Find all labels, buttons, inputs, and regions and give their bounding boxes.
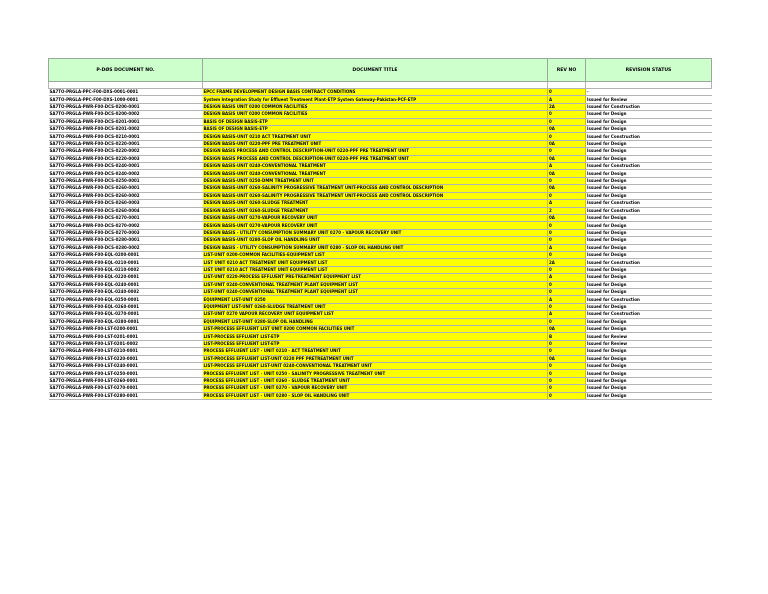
header-document-title: DOCUMENT TITLE — [203, 59, 548, 82]
table-row[interactable] — [49, 229, 712, 236]
spacer-cell — [548, 82, 586, 89]
document-title-cell[interactable]: DESIGN BASIS-UNIT 0260-SALINITY PROGRESSIVE TREATMENT UNIT-PROCESS AND CONTROL DESCRIPTION — [203, 192, 548, 199]
document-title-cell[interactable]: DESIGN BASIS-UNIT 0270-VAPOUR RECOVERY UNIT — [203, 214, 548, 221]
doc-no-cell[interactable]: SA7TO-PRGLA-PWR-F00-EQL-0210-0002 — [49, 266, 203, 273]
table-row[interactable] — [49, 392, 712, 399]
table-row[interactable] — [49, 348, 712, 355]
rev-no-cell[interactable]: B — [548, 333, 586, 340]
revision-status-cell[interactable]: Issued for Design — [586, 281, 712, 288]
rev-no-cell[interactable]: 0 — [548, 281, 586, 288]
table-body — [49, 82, 712, 400]
doc-no-cell[interactable]: SA7TO-PRGLA-PWR-F00-EQL-0200-0001 — [49, 251, 203, 258]
revision-status-cell[interactable]: Issued for Design — [586, 222, 712, 229]
rev-no-cell[interactable]: 2A — [548, 103, 586, 110]
doc-no-cell[interactable]: SA7TO-PRGLA-PWR-F00-EQL-0220-0001 — [49, 274, 203, 281]
rev-no-cell[interactable]: 0 — [548, 348, 586, 355]
table-row[interactable] — [49, 355, 712, 362]
table-row[interactable] — [49, 303, 712, 310]
spacer-cell — [586, 82, 712, 89]
revision-status-cell[interactable]: Issued for Construction — [586, 311, 712, 318]
doc-no-cell[interactable]: SA7TO-PRGLA-PWR-F00-LST-0240-0001 — [49, 363, 203, 370]
doc-no-cell[interactable]: SA7TO-PRGLA-PWR-F00-DCS-0280-0002 — [49, 244, 203, 251]
doc-no-cell[interactable]: SA7TO-PRGLA-PWR-F00-DCS-0220-0002 — [49, 148, 203, 155]
document-title-cell[interactable]: LIST-PROCESS EFFLUENT LIST-ETP — [203, 340, 548, 347]
revision-status-cell[interactable]: Issued for Design — [586, 155, 712, 162]
revision-status-cell[interactable]: Issued for Design — [586, 118, 712, 125]
rev-no-cell[interactable]: 0 — [548, 89, 586, 96]
revision-status-cell[interactable]: Issued for Construction — [586, 200, 712, 207]
doc-no-cell[interactable]: SA7TO-PRGLA-PWR-F00-EQL-0270-0001 — [49, 311, 203, 318]
document-title-cell[interactable]: DESIGN BASIS-UNIT 0260-SLUDGE TREATMENT — [203, 200, 548, 207]
doc-no-cell[interactable]: SA7TO-PRGLA-PWR-F00-LST-0250-0001 — [49, 370, 203, 377]
doc-no-cell[interactable]: SA7TO-PRGLA-PWR-F00-DCS-0201-0001 — [49, 118, 203, 125]
document-title-cell[interactable]: DESIGN BASIS - UTILITY CONSUMPTION SUMMARY UNIT 0280 - SLOP OIL HANDLING UNIT — [203, 244, 548, 251]
doc-no-cell[interactable]: SA7TO-PRGLA-PWR-F00-LST-0260-0001 — [49, 377, 203, 384]
doc-no-cell[interactable]: SA7TO-PRGLA-PWR-F00-DCS-0220-0003 — [49, 155, 203, 162]
rev-no-cell[interactable]: 0 — [548, 133, 586, 140]
doc-no-cell[interactable]: SA7TO-PRGLA-PWR-F00-LST-0200-0001 — [49, 326, 203, 333]
doc-no-cell[interactable]: SA7TO-PRGLA-PPC-F00-DXS-1000-0001 — [49, 96, 203, 103]
revision-status-cell[interactable]: Issued for Construction — [586, 163, 712, 170]
doc-no-cell[interactable]: SA7TO-PRGLA-PWR-F00-LST-0270-0001 — [49, 385, 203, 392]
document-title-cell[interactable]: DESIGN BASIS UNIT 0200 COMMON FACILITIES — [203, 103, 548, 110]
rev-no-cell[interactable]: 0A — [548, 155, 586, 162]
document-title-cell[interactable]: LIST-PROCESS EFFLUENT LIST-ETP — [203, 333, 548, 340]
table-row[interactable] — [49, 140, 712, 147]
doc-no-cell[interactable]: SA7TO-PRGLA-PWR-F00-DCS-0240-0001 — [49, 163, 203, 170]
revision-status-cell[interactable]: Issued for Design — [586, 111, 712, 118]
revision-status-cell[interactable]: Issued for Design — [586, 385, 712, 392]
revision-status-cell[interactable]: Issued for Design — [586, 363, 712, 370]
table-row[interactable] — [49, 385, 712, 392]
rev-no-cell[interactable]: 0 — [548, 303, 586, 310]
table-row[interactable] — [49, 259, 712, 266]
revision-status-cell[interactable]: Issued for Design — [586, 244, 712, 251]
doc-no-cell[interactable]: SA7TO-PRGLA-PWR-F00-LST-0201-0002 — [49, 340, 203, 347]
doc-no-cell[interactable]: SA7TO-PRGLA-PWR-F00-DCS-0270-0003 — [49, 229, 203, 236]
rev-no-cell[interactable]: 0A — [548, 185, 586, 192]
document-title-cell[interactable]: EQUIPMENT LIST-UNIT 0260-SLUDGE TREATMENT UNIT — [203, 303, 548, 310]
revision-status-cell[interactable]: Issued for Design — [586, 370, 712, 377]
document-title-cell[interactable]: DESIGN BASIS-UNIT 0280-SLOP OIL HANDLING UNIT — [203, 237, 548, 244]
rev-no-cell[interactable]: A — [548, 296, 586, 303]
rev-no-cell[interactable]: 0A — [548, 214, 586, 221]
table-row[interactable] — [49, 177, 712, 184]
document-title-cell[interactable]: DESIGN BASIS-UNIT 0250-DMM TREATMENT UNIT — [203, 177, 548, 184]
document-title-cell[interactable]: DESIGN BASIS-UNIT 0240-CONVENTIONAL TREATMENT — [203, 170, 548, 177]
rev-no-cell[interactable]: 0 — [548, 118, 586, 125]
revision-status-cell[interactable]: Issued for Design — [586, 214, 712, 221]
doc-no-cell[interactable]: SA7TO-PRGLA-PWR-F00-DCS-0260-0003 — [49, 200, 203, 207]
rev-no-cell[interactable]: 0 — [548, 370, 586, 377]
revision-status-cell[interactable]: Issued for Design — [586, 348, 712, 355]
doc-no-cell[interactable]: SA7TO-PRGLA-PWR-F00-DCS-0200-0002 — [49, 111, 203, 118]
table-row[interactable] — [49, 214, 712, 221]
document-title-cell[interactable]: DESIGN BASIS-UNIT 0240-CONVENTIONAL TREATMENT — [203, 163, 548, 170]
rev-no-cell[interactable]: 0 — [548, 192, 586, 199]
table-row[interactable] — [49, 266, 712, 273]
table-row[interactable] — [49, 363, 712, 370]
document-title-cell[interactable]: LIST-UNIT 0240-CONVENTIONAL TREATMENT PLANT EQUIPMENT LIST — [203, 288, 548, 295]
document-title-cell[interactable]: EQUIPMENT LIST-UNIT 0250 — [203, 296, 548, 303]
doc-no-cell[interactable]: SA7TO-PRGLA-PWR-F00-DCS-0270-0002 — [49, 222, 203, 229]
document-title-cell[interactable]: System Integration Study for Effluent Treatment Plant-ETP System Gateway-Pakistan-PCF-ETP — [203, 96, 548, 103]
table-row[interactable] — [49, 185, 712, 192]
document-title-cell[interactable]: PROCESS EFFLUENT LIST - UNIT 0270 - VAPOUR RECOVERY UNIT — [203, 385, 548, 392]
table-row[interactable] — [49, 163, 712, 170]
revision-status-cell[interactable]: Issued for Construction — [586, 103, 712, 110]
document-title-cell[interactable]: DESIGN BASIS PROCESS AND CONTROL DESCRIPTION-UNIT 0220-PPF PRE TREATMENT UNIT — [203, 155, 548, 162]
document-title-cell[interactable]: LIST UNIT 0210 ACT TREATMENT UNIT EQUIPMENT LIST — [203, 266, 548, 273]
document-title-cell[interactable]: DESIGN BASIS-UNIT 0210 ACT TREATMENT UNIT — [203, 133, 548, 140]
revision-status-cell[interactable]: Issued for Design — [586, 229, 712, 236]
revision-status-cell[interactable]: Issued for Design — [586, 185, 712, 192]
rev-no-cell[interactable]: 2 — [548, 207, 586, 214]
document-title-cell[interactable]: LIST-PROCESS EFFLUENT LIST-UNIT 0240-CONVENTIONAL TREATMENT UNIT — [203, 363, 548, 370]
table-row[interactable] — [49, 200, 712, 207]
rev-no-cell[interactable]: A — [548, 200, 586, 207]
header-revision-status: REVISION STATUS — [586, 59, 712, 82]
revision-status-cell[interactable]: Issued for Design — [586, 148, 712, 155]
rev-no-cell[interactable]: 0 — [548, 111, 586, 118]
doc-no-cell[interactable]: SA7TO-PRGLA-PWR-F00-LST-0210-0001 — [49, 348, 203, 355]
doc-no-cell[interactable]: SA7TO-PRGLA-PWR-F00-EQL-0240-0001 — [49, 281, 203, 288]
revision-status-cell[interactable]: Issued for Design — [586, 237, 712, 244]
rev-no-cell[interactable]: A — [548, 96, 586, 103]
table-row[interactable] — [49, 155, 712, 162]
table-row[interactable] — [49, 133, 712, 140]
spacer-cell — [49, 82, 203, 89]
revision-status-cell[interactable]: - — [586, 89, 712, 96]
doc-no-cell[interactable]: SA7TO-PRGLA-PWR-F00-EQL-0250-0001 — [49, 296, 203, 303]
revision-status-cell[interactable]: Issued for Design — [586, 355, 712, 362]
revision-status-cell[interactable]: Issued for Design — [586, 177, 712, 184]
document-title-cell[interactable]: LIST UNIT 0210 ACT TREATMENT UNIT EQUIPMENT LIST — [203, 259, 548, 266]
rev-no-cell[interactable]: 0 — [548, 385, 586, 392]
table-row[interactable] — [49, 377, 712, 384]
table-row[interactable] — [49, 288, 712, 295]
doc-no-cell[interactable]: SA7TO-PRGLA-PWR-F00-DCS-0270-0001 — [49, 214, 203, 221]
table-row[interactable] — [49, 237, 712, 244]
table-row[interactable] — [49, 222, 712, 229]
doc-no-cell[interactable]: SA7TO-PRGLA-PWR-F00-EQL-0260-0001 — [49, 303, 203, 310]
table-row[interactable] — [49, 111, 712, 118]
doc-no-cell[interactable]: SA7TO-PRGLA-PWR-F00-DCS-0280-0001 — [49, 237, 203, 244]
table-row[interactable] — [49, 326, 712, 333]
document-register-sheet — [48, 58, 711, 400]
revision-status-cell[interactable]: Issued for Construction — [586, 207, 712, 214]
doc-no-cell[interactable]: SA7TO-PRGLA-PWR-F00-DCS-0210-0001 — [49, 133, 203, 140]
revision-status-cell[interactable]: Issued for Design — [586, 251, 712, 258]
doc-no-cell[interactable]: SA7TO-PRGLA-PWR-F00-EQL-0280-0001 — [49, 318, 203, 325]
document-title-cell[interactable]: BASIS OF DESIGN BASIS-ETP — [203, 118, 548, 125]
document-title-cell[interactable]: PROCESS EFFLUENT LIST - UNIT 0250 - SALINITY PROGRESSIVE TREATMENT UNIT — [203, 370, 548, 377]
rev-no-cell[interactable]: 0 — [548, 222, 586, 229]
header-doc-no: P-DØS DOCUMENT NO. — [49, 59, 203, 82]
rev-no-cell[interactable]: 0 — [548, 229, 586, 236]
document-title-cell[interactable]: PROCESS EFFLUENT LIST - UNIT 0260 - SLUDGE TREATMENT UNIT — [203, 377, 548, 384]
table-row[interactable] — [49, 244, 712, 251]
document-title-cell[interactable]: PROCESS EFFLUENT LIST - UNIT 0280 - SLOP OIL HANDLING UNIT — [203, 392, 548, 399]
rev-no-cell[interactable]: 0 — [548, 392, 586, 399]
revision-status-cell[interactable]: Issued for Design — [586, 266, 712, 273]
table-row[interactable] — [49, 370, 712, 377]
table-row[interactable] — [49, 296, 712, 303]
document-title-cell[interactable]: LIST-UNIT 0270 VAPOUR RECOVERY UNIT EQUIPMENT LIST — [203, 311, 548, 318]
revision-status-cell[interactable]: Issued for Design — [586, 192, 712, 199]
doc-no-cell[interactable]: SA7TO-PRGLA-PWR-F00-EQL-0210-0001 — [49, 259, 203, 266]
doc-no-cell[interactable]: SA7TO-PRGLA-PWR-F00-DCS-0200-0001 — [49, 103, 203, 110]
table-row[interactable] — [49, 148, 712, 155]
rev-no-cell[interactable]: A — [548, 244, 586, 251]
rev-no-cell[interactable]: A — [548, 311, 586, 318]
revision-status-cell[interactable]: Issued for Design — [586, 303, 712, 310]
rev-no-cell[interactable]: 0 — [548, 363, 586, 370]
doc-no-cell[interactable]: SA7TO-PRGLA-PWR-F00-DCS-0260-0002 — [49, 192, 203, 199]
doc-no-cell[interactable]: SA7TO-PRGLA-PWR-F00-DCS-0260-0004 — [49, 207, 203, 214]
document-register-table — [48, 58, 712, 400]
revision-status-cell[interactable]: Issued for Construction — [586, 133, 712, 140]
table-row[interactable] — [49, 311, 712, 318]
table-row[interactable] — [49, 96, 712, 103]
document-title-cell[interactable]: EQUIPMENT LIST-UNIT 0280-SLOP OIL HANDLING — [203, 318, 548, 325]
rev-no-cell[interactable]: 0 — [548, 251, 586, 258]
spacer-cell — [203, 82, 548, 89]
table-row[interactable] — [49, 274, 712, 281]
document-title-cell[interactable]: LIST-UNIT 0240-CONVENTIONAL TREATMENT PLANT EQUIPMENT LIST — [203, 281, 548, 288]
revision-status-cell[interactable]: Issued for Design — [586, 377, 712, 384]
revision-status-cell[interactable]: Issued for Construction — [586, 296, 712, 303]
rev-no-cell[interactable]: A — [548, 274, 586, 281]
rev-no-cell[interactable]: 0 — [548, 340, 586, 347]
document-title-cell[interactable]: DESIGN BASIS-UNIT 0260-SALINITY PROGRESSIVE TREATMENT UNIT-PROCESS AND CONTROL DESCRIPTION — [203, 185, 548, 192]
revision-status-cell[interactable]: Issued for Design — [586, 326, 712, 333]
document-title-cell[interactable]: LIST-PROCESS EFFLUENT LIST UNIT 0200 COMMON FACILITIES UNIT — [203, 326, 548, 333]
document-title-cell[interactable]: DESIGN BASIS - UTILITY CONSUMPTION SUMMARY UNIT 0270 - VAPOUR RECOVERY UNIT — [203, 229, 548, 236]
revision-status-cell[interactable]: Issued for Design — [586, 126, 712, 133]
revision-status-cell[interactable]: Issued for Construction — [586, 259, 712, 266]
doc-no-cell[interactable]: SA7TO-PRGLA-PWR-F00-DCS-0201-0002 — [49, 126, 203, 133]
table-row[interactable] — [49, 281, 712, 288]
rev-no-cell[interactable]: 0 — [548, 177, 586, 184]
doc-no-cell[interactable]: SA7TO-PRGLA-PWR-F00-LST-0220-0001 — [49, 355, 203, 362]
document-title-cell[interactable]: DESIGN BASIS-UNIT 0260-SLUDGE TREATMENT — [203, 207, 548, 214]
document-title-cell[interactable]: PROCESS EFFLUENT LIST - UNIT 0210 - ACT TREATMENT UNIT — [203, 348, 548, 355]
doc-no-cell[interactable]: SA7TO-PRGLA-PWR-F00-EQL-0240-0002 — [49, 288, 203, 295]
rev-no-cell[interactable]: 0A — [548, 355, 586, 362]
table-row[interactable] — [49, 103, 712, 110]
document-title-cell[interactable]: DESIGN BASIS-UNIT 0220-PPF PRE TREATMENT UNIT — [203, 140, 548, 147]
table-row[interactable] — [49, 340, 712, 347]
header-rev-no: REV NO — [548, 59, 586, 82]
doc-no-cell[interactable]: SA7TO-PRGLA-PWR-F00-DCS-0250-0001 — [49, 177, 203, 184]
doc-no-cell[interactable]: SA7TO-PRGLA-PWR-F00-DCS-0260-0001 — [49, 185, 203, 192]
rev-no-cell[interactable]: 0 — [548, 148, 586, 155]
rev-no-cell[interactable]: 0 — [548, 318, 586, 325]
table-row[interactable] — [49, 192, 712, 199]
doc-no-cell[interactable]: SA7TO-PRGLA-PWR-F00-LST-0280-0001 — [49, 392, 203, 399]
document-title-cell[interactable]: LIST-PROCESS EFFLUENT LIST-UNIT 0220 PPF PRETREATMENT UNIT — [203, 355, 548, 362]
rev-no-cell[interactable]: 2A — [548, 259, 586, 266]
rev-no-cell[interactable]: 0 — [548, 288, 586, 295]
document-title-cell[interactable]: LIST-UNIT 0220-PROCESS EFFLUENT PRE-TREATMENT EQUIPMENT LIST — [203, 274, 548, 281]
rev-no-cell[interactable]: 0A — [548, 126, 586, 133]
rev-no-cell[interactable]: 0 — [548, 266, 586, 273]
rev-no-cell[interactable]: 0A — [548, 326, 586, 333]
header-row — [49, 59, 712, 82]
rev-no-cell[interactable]: 0 — [548, 377, 586, 384]
doc-no-cell[interactable]: SA7TO-PRGLA-PPC-F00-DXS-0001-0001 — [49, 89, 203, 96]
rev-no-cell[interactable]: 0 — [548, 237, 586, 244]
doc-no-cell[interactable]: SA7TO-PRGLA-PWR-F00-LST-0201-0001 — [49, 333, 203, 340]
revision-status-cell[interactable]: Issued for Design — [586, 140, 712, 147]
document-title-cell[interactable]: DESIGN BASIS-UNIT 0270-VAPOUR RECOVERY UNIT — [203, 222, 548, 229]
table-row[interactable] — [49, 126, 712, 133]
rev-no-cell[interactable]: A — [548, 163, 586, 170]
document-title-cell[interactable]: DESIGN BASIS PROCESS AND CONTROL DESCRIPTION-UNIT 0220-PPF PRE TREATMENT UNIT — [203, 148, 548, 155]
table-row[interactable] — [49, 207, 712, 214]
doc-no-cell[interactable]: SA7TO-PRGLA-PWR-F00-DCS-0220-0001 — [49, 140, 203, 147]
table-row[interactable] — [49, 251, 712, 258]
table-row[interactable] — [49, 118, 712, 125]
document-title-cell[interactable]: LIST-UNIT 0200-COMMON FACILITIES-EQUIPMENT LIST — [203, 251, 548, 258]
rev-no-cell[interactable]: 0A — [548, 170, 586, 177]
revision-status-cell[interactable]: Issued for Design — [586, 392, 712, 399]
revision-status-cell[interactable]: Issued for Design — [586, 274, 712, 281]
doc-no-cell[interactable]: SA7TO-PRGLA-PWR-F00-DCS-0240-0002 — [49, 170, 203, 177]
rev-no-cell[interactable]: 0A — [548, 140, 586, 147]
document-title-cell[interactable]: EPCC FRAME DEVELOPMENT DESIGN BASIS CONTRACT CONDITIONS — [203, 89, 548, 96]
revision-status-cell[interactable]: Issued for Review — [586, 340, 712, 347]
table-row[interactable] — [49, 89, 712, 96]
revision-status-cell[interactable]: Issued for Review — [586, 333, 712, 340]
document-title-cell[interactable]: DESIGN BASIS UNIT 0200 COMMON FACILITIES — [203, 111, 548, 118]
table-row[interactable] — [49, 170, 712, 177]
table-row[interactable] — [49, 318, 712, 325]
revision-status-cell[interactable]: Issued for Design — [586, 318, 712, 325]
table-row[interactable] — [49, 333, 712, 340]
revision-status-cell[interactable]: Issued for Design — [586, 288, 712, 295]
revision-status-cell[interactable]: Issued for Design — [586, 170, 712, 177]
spacer-row — [49, 82, 712, 89]
revision-status-cell[interactable]: Issued for Review — [586, 96, 712, 103]
document-title-cell[interactable]: BASIS OF DESIGN BASIS-ETP — [203, 126, 548, 133]
